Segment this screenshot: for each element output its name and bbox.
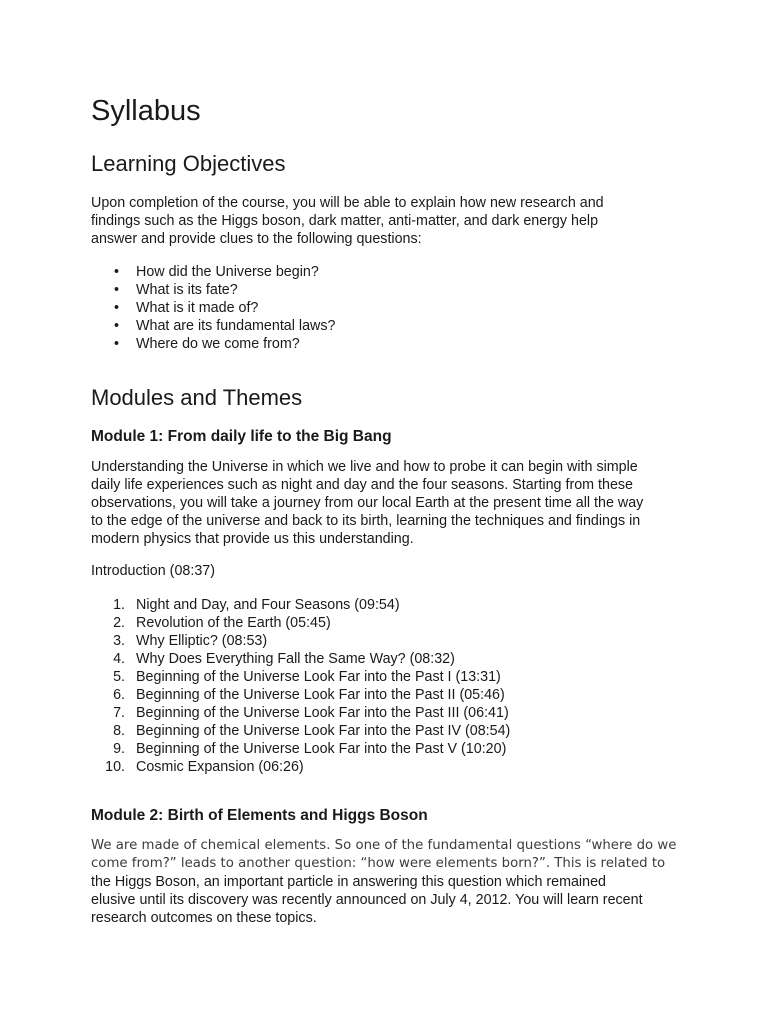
module-1-introduction [91, 562, 691, 580]
bullet-icon: • [114, 318, 120, 334]
list-number: 3. [113, 633, 125, 649]
list-number: 5. [113, 669, 125, 685]
list-number: 6. [113, 687, 125, 703]
lecture-title: Night and Day, and Four Seasons (09:54) [136, 597, 400, 613]
list-number: 7. [113, 705, 125, 721]
modules-heading: Modules and Themes [91, 385, 303, 410]
bullet-icon: • [114, 282, 120, 298]
list-number: 8. [113, 723, 125, 739]
lecture-title: Beginning of the Universe Look Far into the Past II (05:46) [136, 687, 505, 703]
list-item [91, 632, 510, 650]
module-1-description [91, 458, 691, 548]
questions-list [91, 263, 335, 353]
lecture-title: Beginning of the Universe Look Far into the Past V (10:20) [136, 741, 507, 757]
lecture-title: Why Does Everything Fall the Same Way? (08:32) [136, 651, 455, 667]
module-1-title: Module 1: From daily life to the Big Bang [91, 428, 392, 445]
question-text: How did the Universe begin? [136, 264, 319, 280]
module-2-description [91, 837, 691, 927]
list-number: 4. [113, 651, 125, 667]
list-item [91, 740, 510, 758]
question-text: What is its fate? [136, 282, 238, 298]
learning-objectives-heading: Learning Objectives [91, 151, 286, 176]
question-text: What are its fundamental laws? [136, 318, 336, 334]
list-item [91, 317, 335, 335]
list-item [91, 668, 510, 686]
intro-line: findings such as the Higgs boson, dark matter, anti-matter, and dark energy help [91, 213, 599, 229]
description-line: research outcomes on these topics. [91, 910, 317, 926]
description-line: to the edge of the universe and back to its birth, learning the techniques and findings in [91, 513, 641, 529]
list-item [91, 722, 510, 740]
list-item [91, 299, 335, 317]
list-item [91, 335, 335, 353]
question-text: What is it made of? [136, 300, 259, 316]
list-item [91, 614, 510, 632]
lecture-title: Beginning of the Universe Look Far into the Past IV (08:54) [136, 723, 511, 739]
bullet-icon: • [114, 336, 120, 352]
list-item [91, 263, 335, 281]
description-line: come from?” leads to another question: “how were elements born?”. This is related to [91, 856, 666, 871]
learning-objectives-intro [91, 194, 691, 248]
module-2-title: Module 2: Birth of Elements and Higgs Boson [91, 807, 428, 824]
list-number: 10. [105, 759, 125, 775]
description-line: elusive until its discovery was recently announced on July 4, 2012. You will learn recent [91, 892, 643, 908]
intro-line: Upon completion of the course, you will be able to explain how new research and [91, 195, 604, 211]
description-line: the Higgs Boson, an important particle in answering this question which remained [91, 874, 606, 890]
list-item [91, 281, 335, 299]
lecture-title: Beginning of the Universe Look Far into the Past I (13:31) [136, 669, 501, 685]
list-number: 2. [113, 615, 125, 631]
module-1-lecture-list [91, 596, 510, 776]
question-text: Where do we come from? [136, 336, 300, 352]
intro-line: answer and provide clues to the following questions: [91, 231, 422, 247]
bullet-icon: • [114, 264, 120, 280]
list-number: 1. [113, 597, 125, 613]
lecture-title: Why Elliptic? (08:53) [136, 633, 268, 649]
bullet-icon: • [114, 300, 120, 316]
list-item [91, 596, 510, 614]
list-item [91, 686, 510, 704]
lecture-title: Cosmic Expansion (06:26) [136, 759, 304, 775]
list-item [91, 758, 510, 776]
list-number: 9. [113, 741, 125, 757]
description-line: modern physics that provide us this understanding. [91, 531, 414, 547]
description-line: Understanding the Universe in which we live and how to probe it can begin with simple [91, 459, 638, 475]
description-line: We are made of chemical elements. So one of the fundamental questions “where do we [91, 838, 677, 853]
lecture-title: Beginning of the Universe Look Far into the Past III (06:41) [136, 705, 509, 721]
list-item [91, 650, 510, 668]
lecture-title: Revolution of the Earth (05:45) [136, 615, 331, 631]
list-item [91, 704, 510, 722]
page-title: Syllabus [91, 95, 201, 127]
introduction-text: Introduction (08:37) [91, 563, 215, 579]
description-line: observations, you will take a journey from our local Earth at the present time all the way [91, 495, 644, 511]
description-line: daily life experiences such as night and day and the four seasons. Starting from these [91, 477, 634, 493]
